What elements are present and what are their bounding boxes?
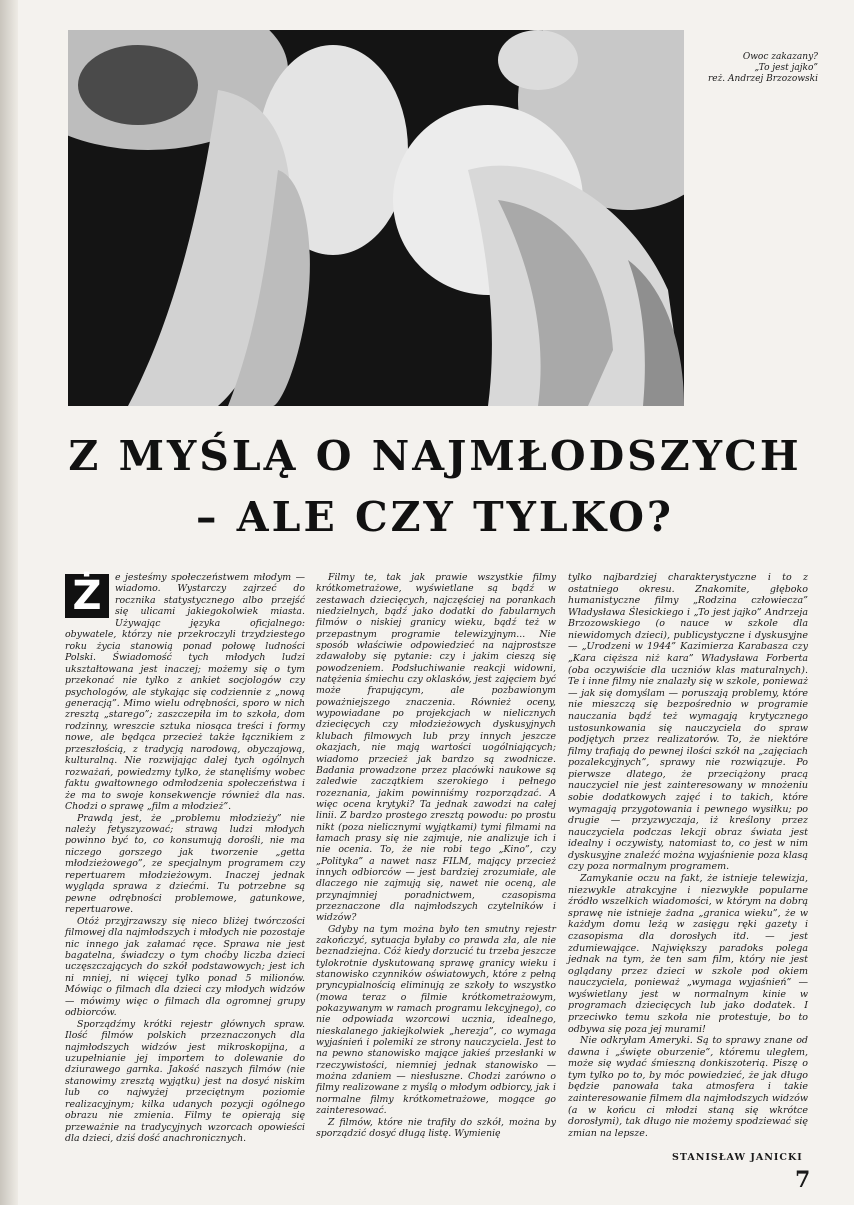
caption-line-3: reż. Andrzej Brzozowski [707,74,818,84]
article-column-2 [316,572,556,1139]
author-signature: STANISŁAW JANICKI [672,1152,803,1163]
article-column-1 [65,572,305,1145]
hands-holding-egg-illustration [68,30,684,406]
binding-gutter [0,0,18,1205]
paragraph: Nie odkryłam Ameryki. Są to sprawy znane od dawna i „święte oburzenie”, któremu uległem, może się wydać śmieszną donkiszoterią. Piszę o tym tylko po to, by móc powiedzieć, że jak długo będzie panowała taka atmosfera i takie zainteresowanie filmem dla najmłodszych widzów (a w końcu ci młodzi staną się wkrótce dorosłymi), tak długo nie możemy spodziewać się zmian na lepsze. [568,1035,808,1139]
paragraph: e jesteśmy społeczeństwem młodym — wiadomo. Wystarczy zajrzeć do rocznika statystycznego albo przejść się ulicami jakiegokolwiek miasta. Używając języka oficjalnego: obywatele, którzy nie przekroczyli trzydziestego roku życia stanowią ponad połowę ludności Polski. Świadomość tych młodych ludzi ukształtowana jest inaczej; możemy się o tym przekonać nie tylko z ankiet socjologów czy psychologów, ale stykając się codziennie z „nową generacją”. Mimo wielu odrębności, sporo w nich zresztą „starego”; zaszczepiła im to szkoła, dom rodzinny, wreszcie sztuka niosąca treści i formy nowe, ale będąca przecież także łącznikiem z przeszłością, z tradycją narodową, obyczajową, kulturalną. Nie rozwijając dalej tych ogólnych rozważań, powiedzmy tylko, że stanęliśmy wobec faktu gwałtownego odmłodzenia społeczeństwa i że ma to swoje konsekwencje również dla nas. Chodzi o sprawę „film a młodzież”. [65,572,305,813]
paragraph: Zamykanie oczu na fakt, że istnieje telewizja, niezwykle atrakcyjne i niezwykłe popularne źródło wszelkich wiadomości, w którym na dobrą sprawę nie istnieje żadna „granica wieku”, że w każdym domu leżą w zasięgu ręki gazety i czasopisma dla dorosłych itd. — jest zdumiewające. Największy paradoks polega jednak na tym, że ten sam film, który nie jest oglądany przez dzieci w szkole pod okiem nauczyciela, ponieważ „wymaga wyjaśnień” — wyświetlany jest w normalnym kinie w programach dziecięcych lub jako dodatek. I przeciwko temu szkoła nie protestuje, bo to odbywa się poza jej murami! [568,873,808,1035]
caption-line-2: „To jest jajko” [754,63,818,73]
headline-line-1: Z MYŚLĄ O NAJMŁODSZYCH [68,432,802,480]
headline-line-2: – ALE CZY TYLKO? [196,493,674,541]
paragraph: Z filmów, które nie trafiły do szkół, można by sporządzić dosyć długą listę. Wymienię [316,1116,556,1139]
article-photo [68,30,684,406]
article-column-3 [568,572,808,1139]
paragraph: tylko najbardziej charakterystyczne i to z ostatniego okresu. Znakomite, głęboko humanistyczne filmy „Rodzina człowiecza” Władysława Ślesickiego i „To jest jajko” Andrzeja Brzozowskiego (o nauce w szkole dla niewidomych dzieci), publicystyczne i dyskusyjne — „Urodzeni w 1944” Kazimierza Karabasza czy „Kara cięższa niż kara” Władysława Forberta (oba oczywiście dla uczniów klas maturalnych). Te i inne filmy nie znalazły się w szkole, ponieważ — jak się domyślam — poruszają problemy, które nie mieszczą się bezpośrednio w programie nauczania bądź też wymagają krytycznego ustosunkowania się nauczyciela do spraw podjętych przez realizatorów. To, że niektóre filmy trafiają do pewnej ilości szkół na „zajęciach pozalekcyjnych”, sprawy nie rozwiązuje. Po pierwsze dlatego, że przeciążony pracą nauczyciel nie jest zainteresowany w mnożeniu sobie dodatkowych zajęć i to takich, które wymagają przygotowania i pewnego wysiłku; po drugie — przyzwyczaja, iż kreślony przez nauczyciela podczas lekcji obraz świata jest idealny i oczywisty, natomiast to, co jest w nim dyskusyjne znaleźć można wyjaśnienie poza klasą czy poza normalnym programem. [568,572,808,873]
paragraph: Gdyby na tym można było ten smutny rejestr zakończyć, sytuacja byłaby co prawda zła, ale nie beznadziejna. Cóż kiedy dorzucić tu trzeba jeszcze tylokrotnie dyskutowaną sprawę granicy wieku i stanowisko czynników oświatowych, które z pełną pryncypialnością eliminują ze szkoły to wszystko (mowa teraz o filmie krótkometrażowym, pokazywanym w ramach programu lekcyjnego), co nie odpowiada wzorcowi ucznia, idealnego, nieskalanego jakiejkolwiek „herezja”, co wymaga wyjaśnień i polemiki ze strony nauczyciela. Jest to na pewno stanowisko mające jakieś przesłanki w rzeczywistości, niemniej jednak stanowisko — można zdaniem — niesłuszne. Chodzi zarówno o filmy realizowane z myślą o młodym odbiorcy, jak i normalne filmy krótkometrażowe, mogące go zainteresować. [316,923,556,1117]
paragraph: Otóż przyjrzawszy się nieco bliżej twórczości filmowej dla najmłodszych i młodych nie pozostaje nic innego jak załamać ręce. Sprawa nie jest bagatelna, świadczy o tym choćby liczba dzieci uczęszczających do szkół podstawowych; jest ich ni mniej, ni więcej tylko ponad 5 milionów. Mówiąc o filmach dla dzieci czy młodych widzów — mówimy więc o filmach dla ogromnej grupy odbiorców. [65,915,305,1019]
photo-caption [700,52,818,85]
page-number: 7 [795,1167,811,1193]
caption-line-1: Owoc zakazany? [742,52,818,62]
drop-cap: Ż [65,574,109,618]
paragraph: Filmy te, tak jak prawie wszystkie filmy krótkometrażowe, wyświetlane są bądź w zestawach dziecięcych, najczęściej na porankach niedzielnych, bądź jako dodatki do fabularnych filmów o niskiej granicy wieku, bądź też w przepastnym programie telewizyjnym... Nie sposób właściwie odpowiedzieć na najprostsze zdawałoby się pytanie: czy i jakim cieszą się powodzeniem. Podsłuchiwanie reakcji widowni, natężenia śmiechu czy oklasków, jest zajęciem być może frapującym, ale pozbawionym poważniejszego znaczenia. Również oceny, wypowiadane po projekcjach w nielicznych dziecięcych czy młodzieżowych dyskusyjnych klubach filmowych lub przy innych jeszcze okazjach, nie mają wartości uogólniających; wiadomo przecież jak bardzo są zwodnicze. Badania prowadzone przez placówki naukowe są zaledwie zaczątkiem szerokiego i pełnego rozeznania, jakim powinniśmy rozporządzać. A więc ocena krytyki? Ta jednak zawodzi na całej linii. Z bardzo prostego zresztą powodu: po prostu nikt (poza nielicznymi wyjątkami) tymi filmami na łamach prasy się nie zajmuje, nie analizuje ich i nie ocenia. To, że nie robi tego „Kino”, czy „Polityka” a nawet nasz FILM, mający przecież innych odbiorców — jest bardziej zrozumiałe, ale dlaczego nie zajmują się, nawet nie oceną, ale przynajmniej poradnictwem, czasopisma przeznaczone dla najmłodszych czytelników i widzów? [316,572,556,924]
paragraph: Prawdą jest, że „problemu młodzieży” nie należy fetyszyzować; strawą ludzi młodych powinno być to, co konsumują dorośli, nie ma niczego gorszego jak tworzenie „getta młodzieżowego”, ze specjalnym programem czy repertuarem młodzieżowym. Inaczej jednak wygląda sprawa z dziećmi. Tu potrzebne są pewne odrębności problemowe, gatunkowe, repertuarowe. [65,812,305,916]
paragraph: Sporządźmy krótki rejestr głównych spraw. Ilość filmów polskich przeznaczonych dla najmłodszych widzów jest mikroskopijna, a uzupełnianie jej importem to dolewanie do dziurawego garnka. Jakość naszych filmów (nie stanowimy zresztą wyjątku) jest na dosyć niskim lub co najwyżej przeciętnym poziomie realizacyjnym; kilka udanych pozycji ogólnego obrazu nie zmienia. Filmy te opierają się przeważnie na tradycyjnych wzorcach opowieści dla dzieci, dziś dość anachronicznych. [65,1018,305,1145]
